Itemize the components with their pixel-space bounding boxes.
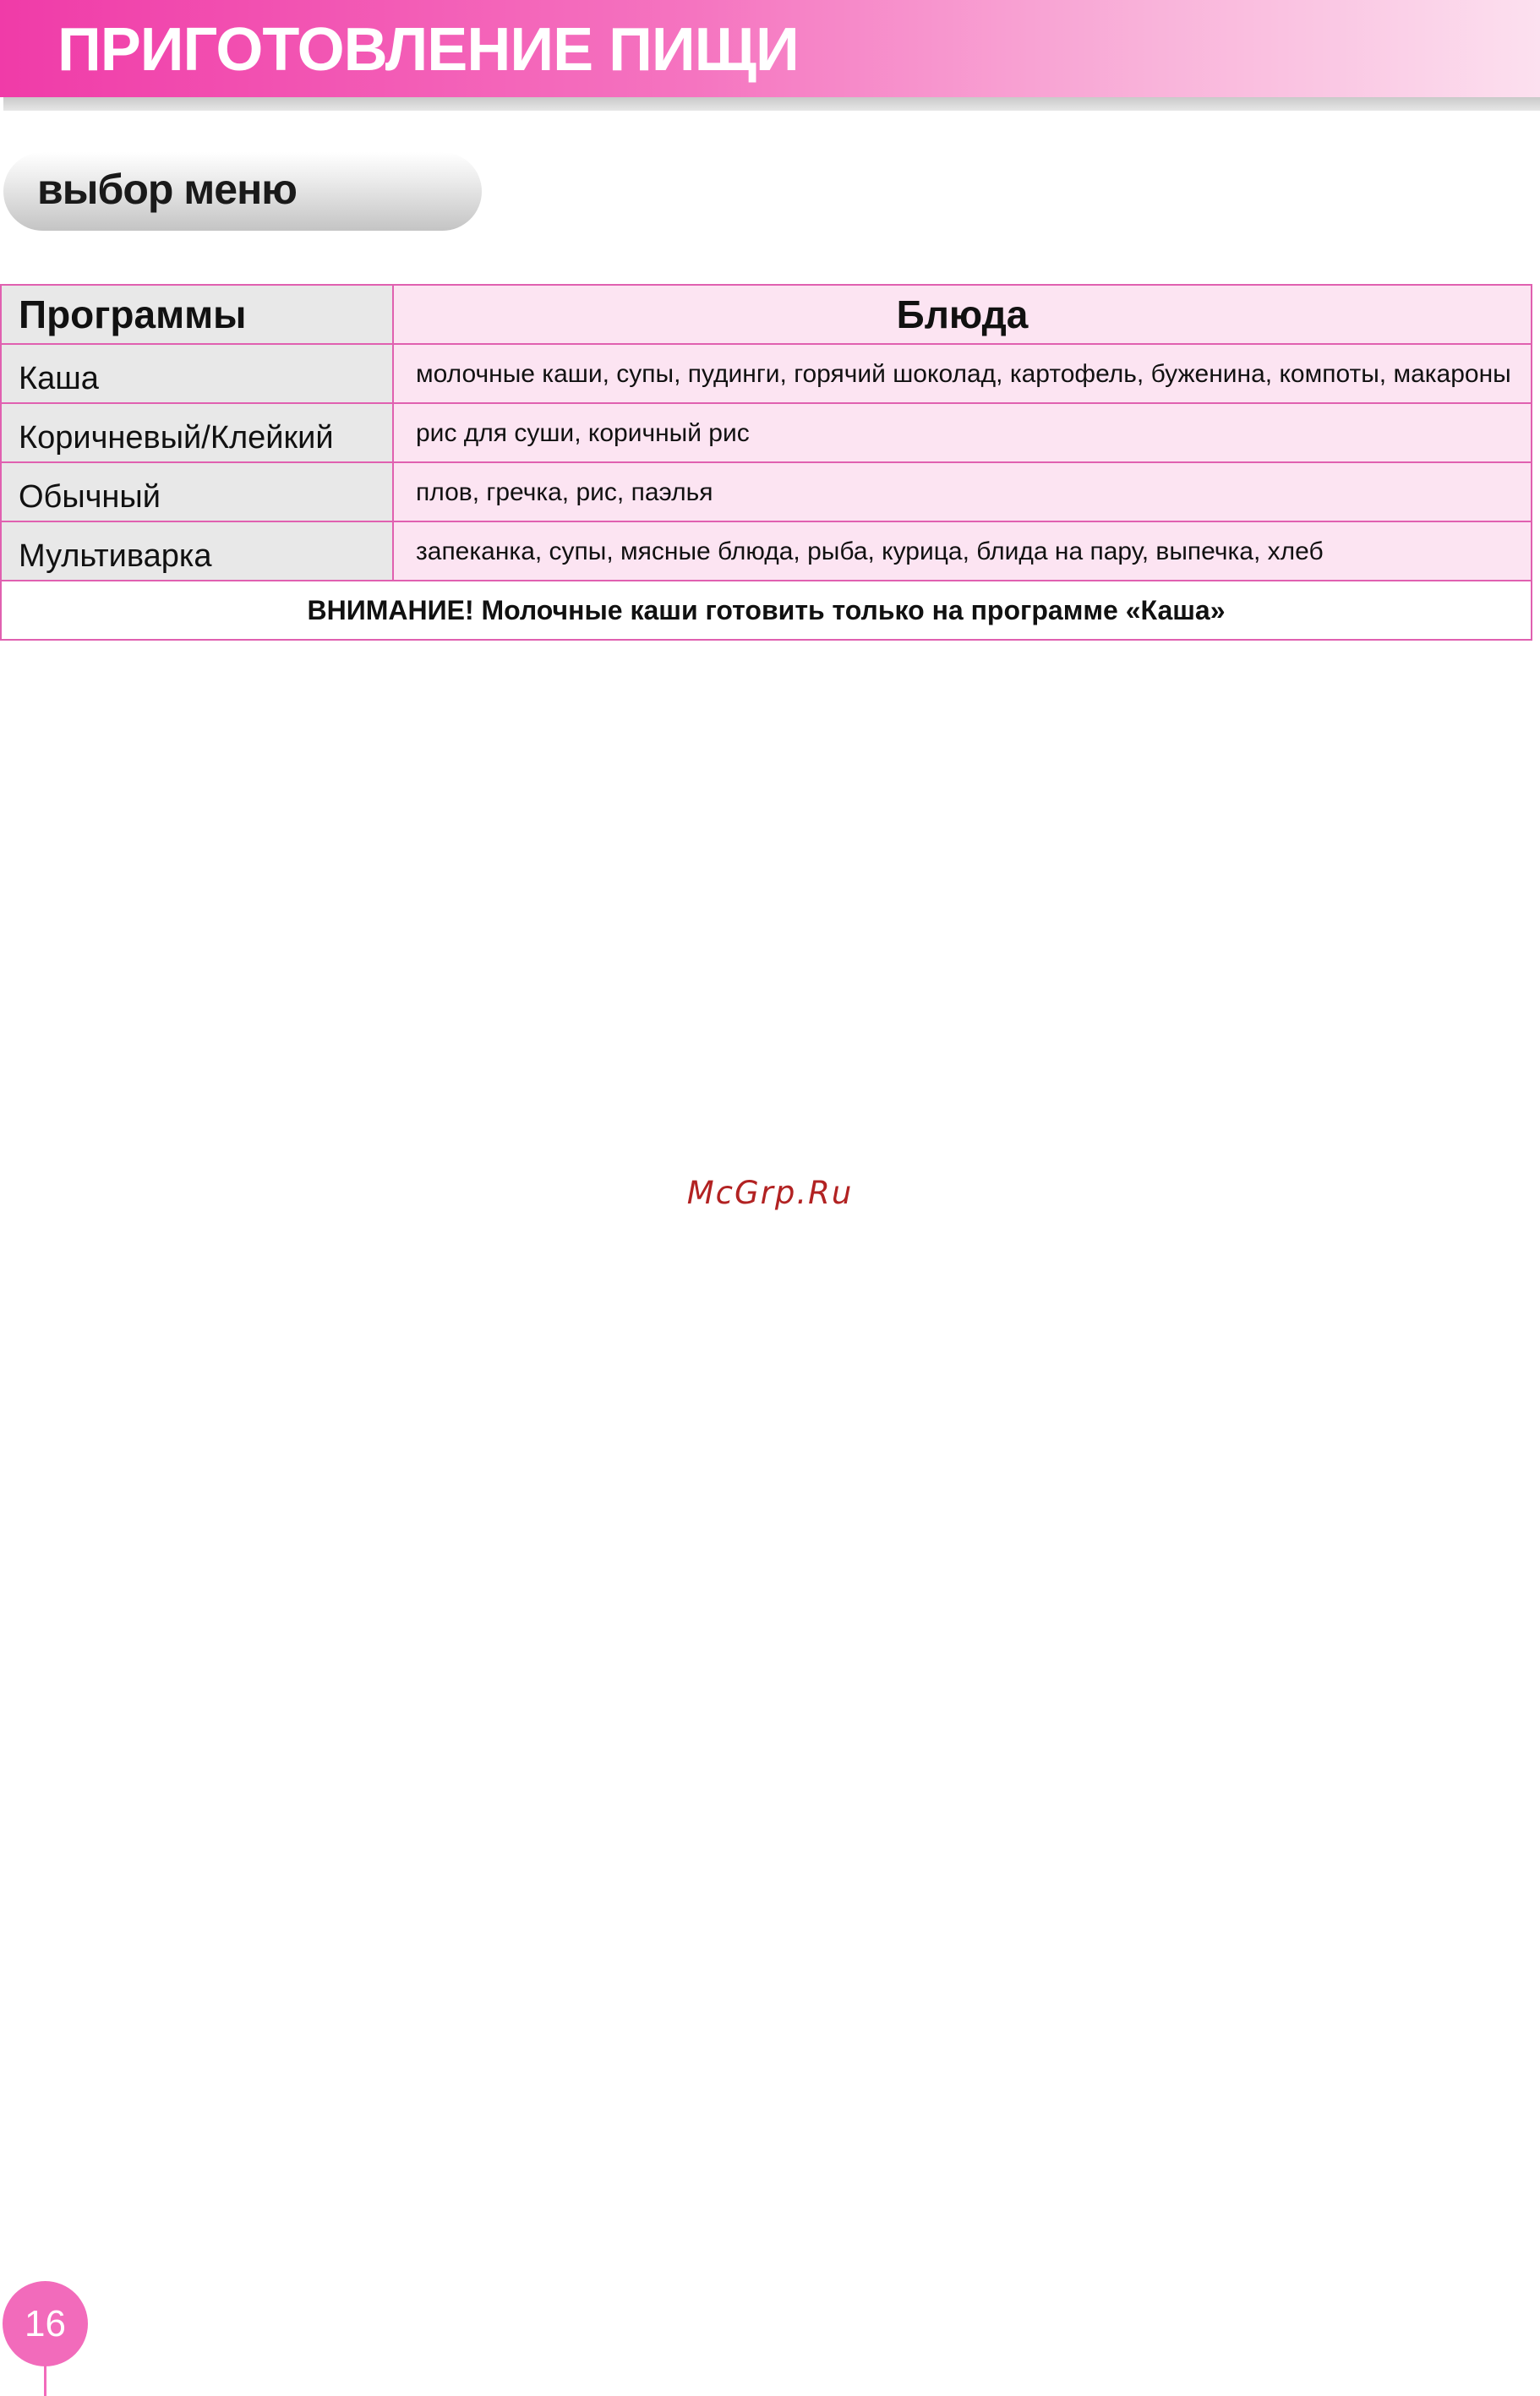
program-cell: [1, 403, 393, 462]
dishes-cell: [393, 403, 1532, 462]
dishes-text: запеканка, супы, мясные блюда, рыба, курица, блида на пару, выпечка, хлеб: [416, 538, 1324, 565]
header-dishes: Блюда: [393, 285, 1532, 344]
table-header-row: [1, 285, 1532, 344]
program-cell: [1, 344, 393, 403]
table-row: [1, 521, 1532, 581]
program-cell: [1, 462, 393, 521]
table-row: [1, 344, 1532, 403]
dishes-text: рис для суши, коричный рис: [416, 419, 750, 447]
table-row: [1, 403, 1532, 462]
section-heading-pill: [3, 152, 482, 231]
dishes-cell: [393, 344, 1532, 403]
dishes-text: плов, гречка, рис, паэлья: [416, 478, 713, 506]
program-name: Мультиварка: [19, 538, 212, 574]
dishes-cell: [393, 462, 1532, 521]
header-divider: [3, 97, 1540, 111]
dishes-text: молочные каши, супы, пудинги, горячий шоколад, картофель, буженина, компоты, макароны: [416, 360, 1511, 388]
menu-table: [0, 284, 1532, 641]
page-number-badge: [3, 2281, 88, 2366]
program-name: Каша: [19, 361, 99, 396]
program-cell: [1, 521, 393, 581]
table-row: [1, 462, 1532, 521]
program-name: Обычный: [19, 479, 161, 515]
page-number-line: [44, 2362, 46, 2396]
table-note-row: [1, 581, 1532, 640]
header-programs: Программы: [1, 285, 393, 344]
warning-note: ВНИМАНИЕ! Молочные каши готовить только на программе «Каша»: [1, 581, 1532, 640]
section-title: выбор меню: [37, 166, 297, 213]
page-number: 16: [25, 2302, 66, 2344]
page-title: ПРИГОТОВЛЕНИЕ ПИЩИ: [57, 16, 799, 84]
dishes-cell: [393, 521, 1532, 581]
watermark: McGrp.Ru: [686, 1175, 854, 1211]
header-band: [0, 0, 1540, 97]
program-name: Коричневый/Клейкий: [19, 420, 334, 456]
